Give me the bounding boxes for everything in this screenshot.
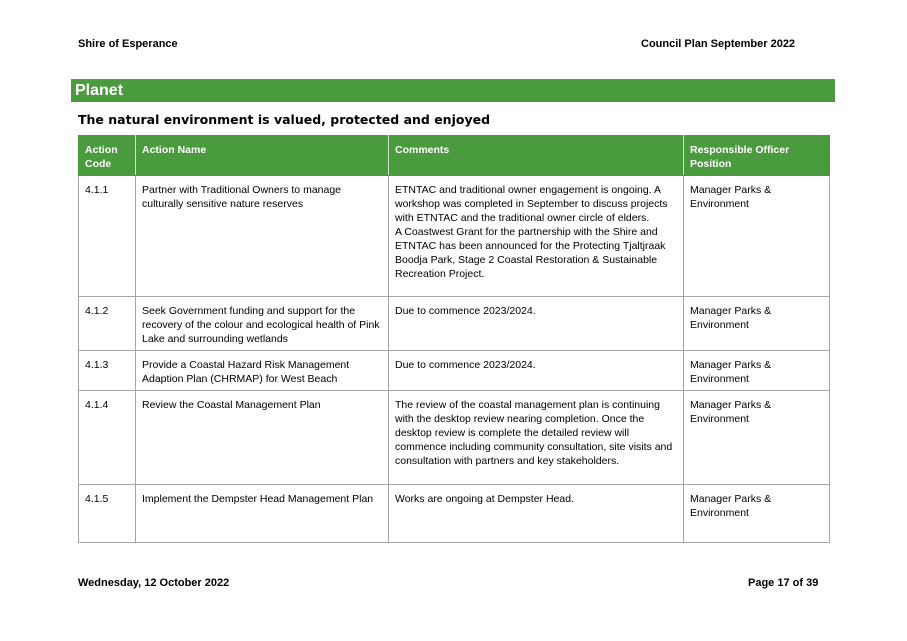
table-row [79,391,830,485]
col-header-action-name: Action Name [136,136,389,176]
cell-action-name: Provide a Coastal Hazard Risk Management Adaption Plan (CHRMAP) for West Beach [136,351,389,391]
cell-officer: Manager Parks & Environment [684,176,830,297]
col-header-action-code: Action Code [79,136,136,176]
cell-comments [389,176,684,297]
cell-action-name: Seek Government funding and support for the recovery of the colour and ecological health of Pink Lake and surrounding wetlands [136,297,389,351]
col-header-officer: Responsible Officer Position [684,136,830,176]
cell-comments: Works are ongoing at Dempster Head. [389,485,684,543]
footer-page-number: Page 17 of 39 [748,577,819,589]
cell-officer: Manager Parks & Environment [684,297,830,351]
header-document-title: Council Plan September 2022 [641,38,796,50]
cell-action-code: 4.1.2 [79,297,136,351]
table-row [79,485,830,543]
table-row [79,176,830,297]
cell-action-code: 4.1.3 [79,351,136,391]
section-banner: Planet [71,79,835,102]
col-header-comments: Comments [389,136,684,176]
cell-action-name: Implement the Dempster Head Management Plan [136,485,389,543]
cell-comments: The review of the coastal management plan is continuing with the desktop review nearing completion. Once the desktop review is complete the detailed review will commence including community consultation, site visits and consultation with partners and key stakeholders. [389,391,684,485]
cell-action-name: Review the Coastal Management Plan [136,391,389,485]
table-row [79,351,830,391]
header-organisation: Shire of Esperance [78,38,178,50]
cell-officer: Manager Parks & Environment [684,485,830,543]
table-header-row [79,136,830,176]
comment-paragraph: A Coastwest Grant for the partnership with the Shire and ETNTAC has been announced for the Protecting Tjaltjraak Boodja Park, Stage 2 Coastal Restoration & Sustainable Recreation Project. [395,226,666,280]
cell-comments: Due to commence 2023/2024. [389,351,684,391]
cell-action-name: Partner with Traditional Owners to manage culturally sensitive nature reserves [136,176,389,297]
table-row [79,297,830,351]
actions-table [78,135,830,543]
footer-date: Wednesday, 12 October 2022 [78,577,230,589]
cell-action-code: 4.1.1 [79,176,136,297]
comment-paragraph: ETNTAC and traditional owner engagement is ongoing. A workshop was completed in September to discuss projects with ETNTAC and the traditional owner circle of elders. [395,184,668,224]
cell-officer: Manager Parks & Environment [684,351,830,391]
cell-comments: Due to commence 2023/2024. [389,297,684,351]
cell-officer: Manager Parks & Environment [684,391,830,485]
cell-action-code: 4.1.4 [79,391,136,485]
section-subtitle: The natural environment is valued, protected and enjoyed [78,112,491,127]
cell-action-code: 4.1.5 [79,485,136,543]
